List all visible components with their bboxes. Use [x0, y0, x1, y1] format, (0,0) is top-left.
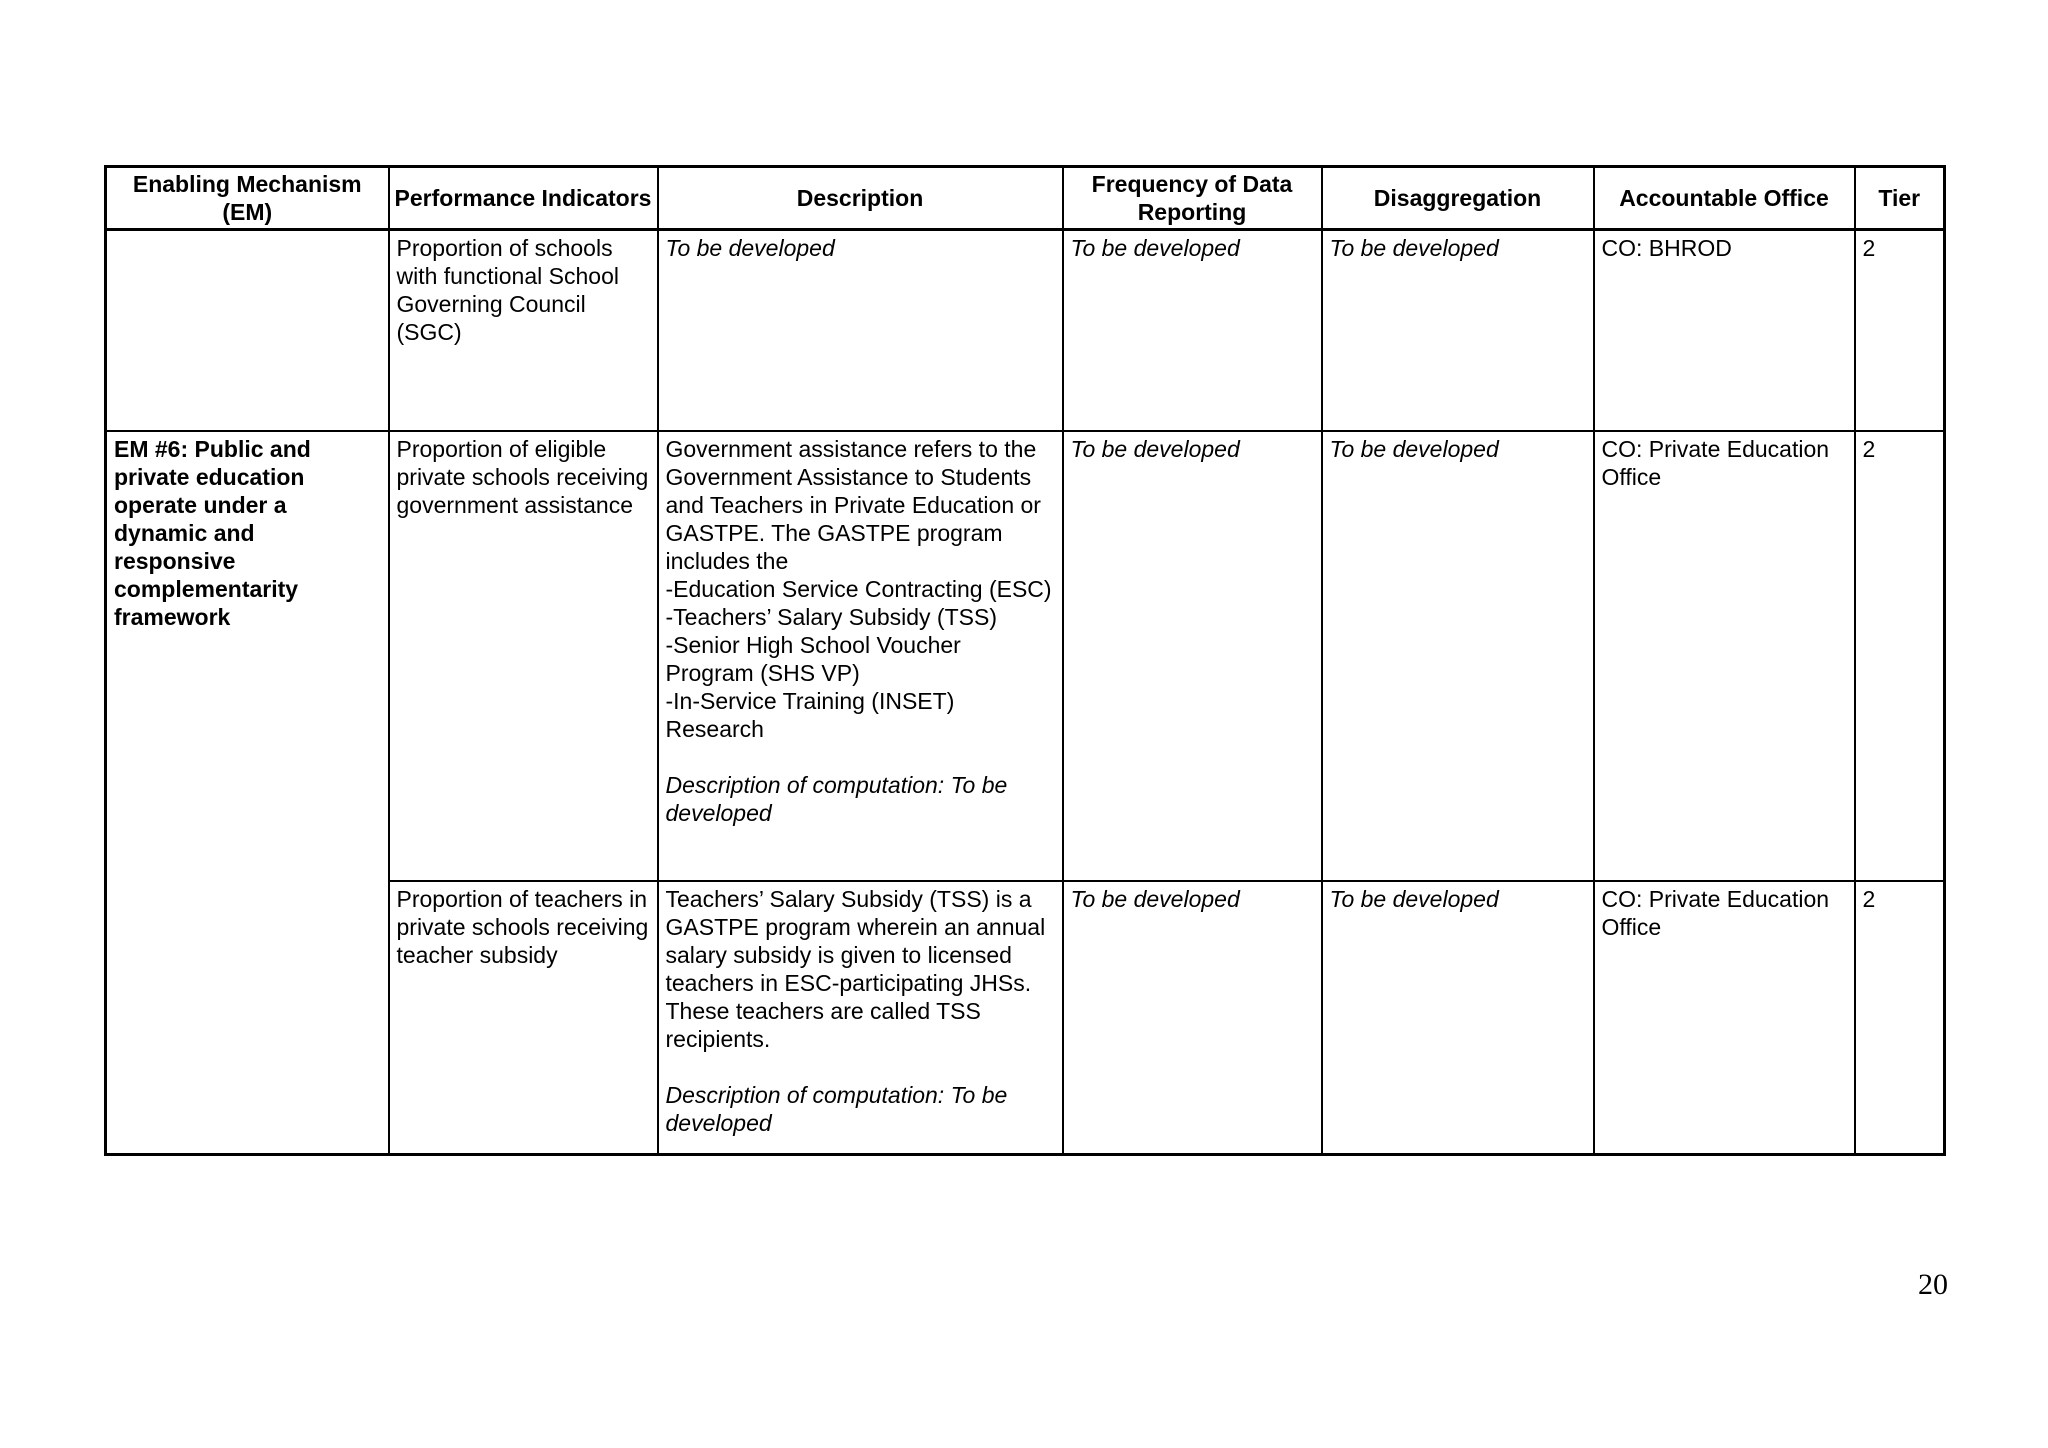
cell-enabling-mechanism [106, 230, 389, 431]
cell-tier: 2 [1855, 230, 1945, 431]
description-intro: Teachers’ Salary Subsidy (TSS) is a GASTPE program wherein an annual salary subsidy is given to licensed teachers in ESC-participating JHSs. These teachers are called TSS recipients. [665, 885, 1046, 1052]
description-list-item: -Teachers’ Salary Subsidy (TSS) [665, 603, 997, 630]
description-list-item: -Senior High School Voucher Program (SHS VP) [665, 631, 961, 686]
cell-description [658, 881, 1063, 1155]
header-performance-indicators: Performance Indicators [389, 167, 658, 230]
cell-tier: 2 [1855, 431, 1945, 881]
cell-performance-indicator: Proportion of eligible private schools receiving government assistance [389, 431, 658, 881]
cell-disaggregation: To be developed [1322, 431, 1594, 881]
description-list-item: -In-Service Training (INSET) [665, 687, 955, 714]
description-computation: Description of computation: To be developed [665, 771, 1008, 826]
description-computation: Description of computation: To be developed [665, 1081, 1008, 1136]
description-list-item: -Education Service Contracting (ESC) [665, 575, 1052, 602]
page-number: 20 [1918, 1268, 1948, 1301]
cell-accountable-office: CO: Private Education Office [1594, 431, 1855, 881]
blank-line [666, 743, 1055, 771]
table-header-row [106, 167, 1945, 230]
cell-disaggregation: To be developed [1322, 230, 1594, 431]
indicators-table [104, 165, 1946, 1156]
header-frequency: Frequency of Data Reporting [1063, 167, 1322, 230]
cell-description: To be developed [658, 230, 1063, 431]
cell-disaggregation: To be developed [1322, 881, 1594, 1155]
cell-tier: 2 [1855, 881, 1945, 1155]
header-disaggregation: Disaggregation [1322, 167, 1594, 230]
cell-frequency: To be developed [1063, 431, 1322, 881]
header-tier: Tier [1855, 167, 1945, 230]
header-enabling-mechanism: Enabling Mechanism (EM) [106, 167, 389, 230]
cell-frequency: To be developed [1063, 230, 1322, 431]
cell-enabling-mechanism: EM #6: Public and private education operate under a dynamic and responsive complementarity framework [106, 431, 389, 1155]
cell-description [658, 431, 1063, 881]
cell-frequency: To be developed [1063, 881, 1322, 1155]
cell-accountable-office: CO: Private Education Office [1594, 881, 1855, 1155]
table-row [106, 230, 1945, 431]
cell-accountable-office: CO: BHROD [1594, 230, 1855, 431]
header-accountable-office: Accountable Office [1594, 167, 1855, 230]
cell-performance-indicator: Proportion of schools with functional School Governing Council (SGC) [389, 230, 658, 431]
description-list-item: Research [665, 715, 764, 742]
cell-performance-indicator: Proportion of teachers in private schools receiving teacher subsidy [389, 881, 658, 1155]
description-intro: Government assistance refers to the Government Assistance to Students and Teachers in Private Education or GASTPE. The GASTPE program includes the [665, 435, 1041, 574]
table-row [106, 431, 1945, 881]
blank-line [666, 1053, 1055, 1081]
header-description: Description [658, 167, 1063, 230]
